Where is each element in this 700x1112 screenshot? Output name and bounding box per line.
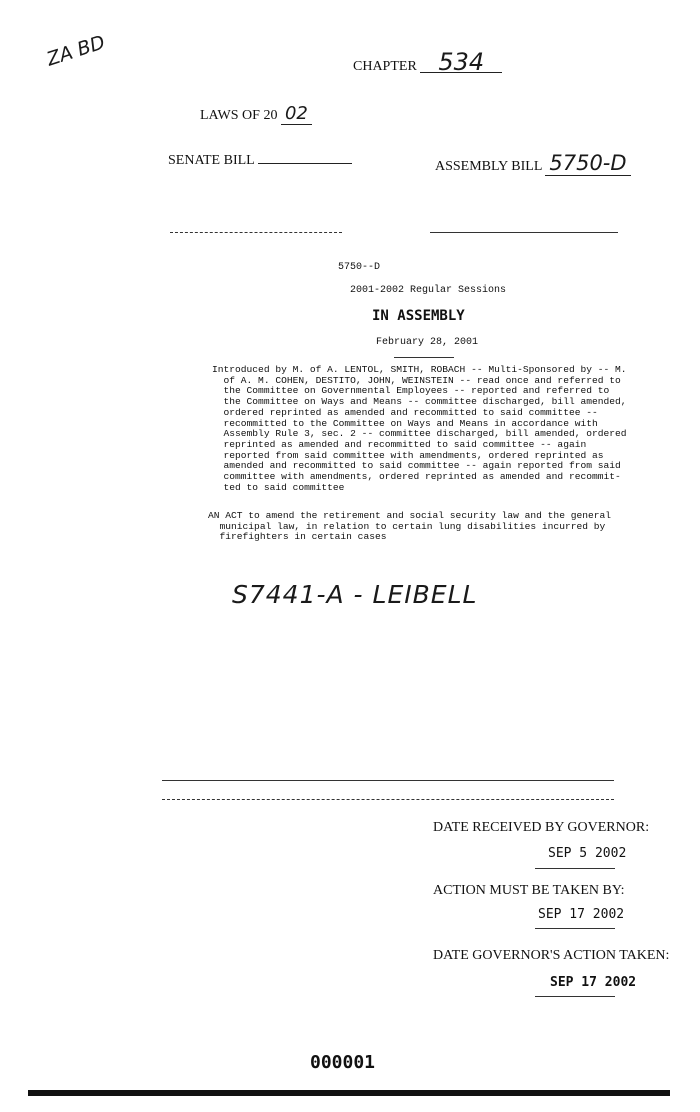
received-by-governor-label: DATE RECEIVED BY GOVERNOR:: [433, 820, 650, 835]
act-title-paragraph: [208, 511, 611, 543]
chapter-label: CHAPTER: [353, 59, 417, 74]
introduction-line: committee with amendments, ordered reprinted as amended and recommit-: [212, 471, 621, 483]
laws-of-field: [200, 103, 312, 124]
introduction-line: Introduced by M. of A. LENTOL, SMITH, ROBACH -- Multi-Sponsored by -- M.: [212, 364, 627, 375]
senate-bill-field: [168, 151, 352, 169]
laws-label: LAWS OF 20: [200, 108, 278, 123]
introduction-line: recommitted to the Committee on Ways and Means in accordance with: [212, 417, 598, 429]
assembly-bill-number: 5750-D: [545, 151, 630, 176]
ruled-line: [162, 799, 614, 800]
act-title-line: AN ACT to amend the retirement and social security law and the general: [208, 510, 612, 521]
senate-bill-number-blank: [258, 151, 352, 164]
action-deadline-stamp: SEP 17 2002: [538, 907, 625, 922]
chapter-number: 534: [420, 52, 502, 73]
left-blank-line: [170, 232, 342, 233]
action-deadline-line: [535, 928, 615, 929]
introduction-line: reported from said committee with amendments, ordered reprinted as: [212, 449, 604, 461]
right-blank-line: [430, 232, 618, 233]
assembly-bill-label: ASSEMBLY BILL: [435, 159, 542, 174]
session-label: 2001-2002 Regular Sessions: [350, 285, 507, 296]
laws-year: 02: [281, 103, 312, 125]
introduction-line: the Committee on Governmental Employees -- reported and referred to: [212, 385, 610, 397]
act-title-line: firefighters in certain cases: [208, 531, 387, 543]
page-number: 000001: [310, 1052, 376, 1073]
chapter-field: [353, 48, 502, 76]
bill-number: 5750--D: [338, 262, 381, 273]
action-taken-stamp: SEP 17 2002: [550, 975, 637, 990]
introduction-line: of A. M. COHEN, DESTITO, JOHN, WEINSTEIN -- read once and referred to: [212, 374, 621, 386]
received-date-stamp: SEP 5 2002: [548, 846, 627, 861]
assembly-bill-field: [435, 151, 631, 175]
bottom-scan-border: [28, 1090, 670, 1096]
corner-handwritten-note: ZA BD: [44, 31, 108, 71]
introduction-line: ordered reprinted as amended and recommitted to said committee --: [212, 406, 598, 418]
action-taken-label: DATE GOVERNOR'S ACTION TAKEN:: [433, 948, 670, 963]
introduction-line: ted to said committee: [212, 481, 345, 493]
introduced-date: February 28, 2001: [376, 337, 479, 348]
action-deadline-label: ACTION MUST BE TAKEN BY:: [433, 883, 625, 898]
act-title-line: municipal law, in relation to certain lung disabilities incurred by: [208, 520, 606, 532]
introduction-line: Assembly Rule 3, sec. 2 -- committee discharged, bill amended, ordered: [212, 428, 627, 440]
handwritten-senate-bill-note: S7441-A - LEIBELL: [232, 580, 478, 609]
introduction-line: the Committee on Ways and Means -- committee discharged, bill amended,: [212, 396, 627, 408]
introduction-paragraph: [212, 365, 627, 493]
ruled-line: [162, 780, 614, 781]
date-rule: [394, 357, 454, 358]
house-title: IN ASSEMBLY: [372, 308, 465, 324]
senate-bill-label: SENATE BILL: [168, 153, 255, 168]
received-date-line: [535, 868, 615, 869]
introduction-line: amended and recommitted to said committee -- again reported from said: [212, 460, 621, 472]
action-taken-line: [535, 996, 615, 997]
introduction-line: reprinted as amended and recommitted to said committee -- again: [212, 438, 587, 450]
